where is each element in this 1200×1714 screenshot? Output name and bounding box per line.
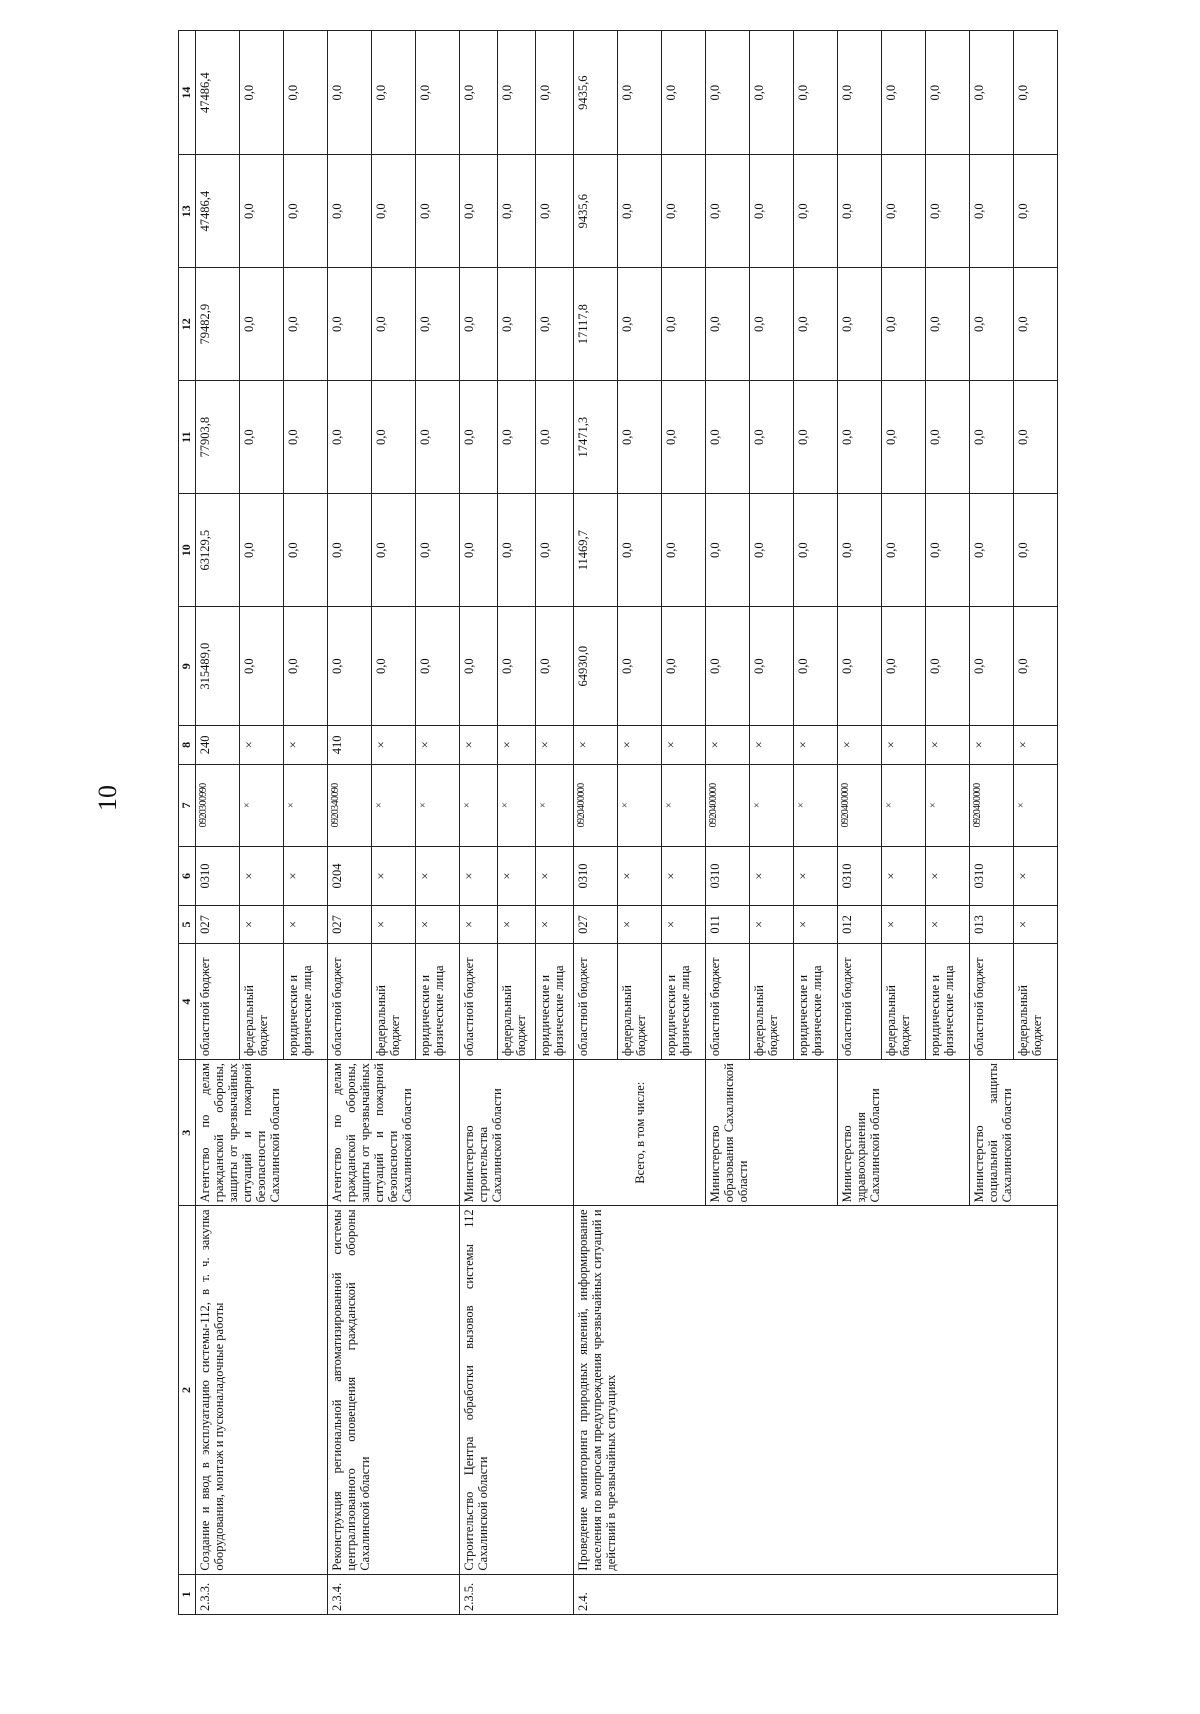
amount-col-10: 0,0 bbox=[662, 494, 706, 607]
amount-col-10: 0,0 bbox=[460, 494, 498, 607]
code-gryadministrator: × bbox=[618, 905, 662, 943]
amount-col-14: 0,0 bbox=[328, 31, 372, 155]
column-header-5: 5 bbox=[179, 905, 196, 943]
column-header-9: 9 bbox=[179, 607, 196, 726]
rotated-sheet bbox=[178, 30, 1054, 1615]
executor: Агентство по делам гражданской обороны, защиты от чрезвычайных ситуаций и пожарной безопасности Сахалинской области bbox=[328, 1060, 460, 1206]
amount-col-12: 0,0 bbox=[1014, 268, 1058, 381]
funding-source: федеральный бюджет bbox=[618, 944, 662, 1060]
code-expense-type: × bbox=[662, 726, 706, 764]
code-section: × bbox=[416, 847, 460, 906]
code-gryadministrator: 012 bbox=[838, 905, 882, 943]
funding-source: областной бюджет bbox=[574, 944, 618, 1060]
amount-col-10: 0,0 bbox=[240, 494, 284, 607]
amount-col-9: 0,0 bbox=[498, 607, 536, 726]
code-section: × bbox=[662, 847, 706, 906]
amount-col-14: 0,0 bbox=[240, 31, 284, 155]
column-header-8: 8 bbox=[179, 726, 196, 764]
amount-col-10: 0,0 bbox=[1014, 494, 1058, 607]
amount-col-9: 315489,0 bbox=[196, 607, 240, 726]
column-header-7: 7 bbox=[179, 764, 196, 847]
code-section: × bbox=[618, 847, 662, 906]
header-row bbox=[179, 31, 196, 1615]
amount-col-9: 0,0 bbox=[460, 607, 498, 726]
amount-col-10: 63129,5 bbox=[196, 494, 240, 607]
amount-col-13: 0,0 bbox=[1014, 155, 1058, 268]
code-expense-type: × bbox=[416, 726, 460, 764]
amount-col-12: 79482,9 bbox=[196, 268, 240, 381]
amount-col-10: 0,0 bbox=[498, 494, 536, 607]
amount-col-14: 47486,4 bbox=[196, 31, 240, 155]
amount-col-12: 0,0 bbox=[618, 268, 662, 381]
code-expense-type: × bbox=[284, 726, 328, 764]
code-expense-type: × bbox=[574, 726, 618, 764]
amount-col-11: 77903,8 bbox=[196, 381, 240, 494]
amount-col-9: 0,0 bbox=[794, 607, 838, 726]
code-expense-type: × bbox=[970, 726, 1014, 764]
amount-col-14: 0,0 bbox=[372, 31, 416, 155]
amount-col-11: 0,0 bbox=[618, 381, 662, 494]
funding-source: федеральный бюджет bbox=[1014, 944, 1058, 1060]
funding-source: федеральный бюджет bbox=[882, 944, 926, 1060]
amount-col-11: 0,0 bbox=[794, 381, 838, 494]
code-target: × bbox=[416, 764, 460, 847]
column-header-2: 2 bbox=[179, 1206, 196, 1574]
funding-source: федеральный бюджет bbox=[240, 944, 284, 1060]
amount-col-10: 0,0 bbox=[970, 494, 1014, 607]
amount-col-13: 0,0 bbox=[794, 155, 838, 268]
amount-col-13: 0,0 bbox=[498, 155, 536, 268]
code-target: 0920400000 bbox=[970, 764, 1014, 847]
amount-col-14: 0,0 bbox=[882, 31, 926, 155]
code-section: × bbox=[750, 847, 794, 906]
amount-col-9: 0,0 bbox=[750, 607, 794, 726]
amount-col-14: 0,0 bbox=[416, 31, 460, 155]
amount-col-12: 0,0 bbox=[372, 268, 416, 381]
funding-source: областной бюджет bbox=[460, 944, 498, 1060]
amount-col-13: 0,0 bbox=[706, 155, 750, 268]
amount-col-12: 17117,8 bbox=[574, 268, 618, 381]
amount-col-11: 0,0 bbox=[460, 381, 498, 494]
code-gryadministrator: × bbox=[284, 905, 328, 943]
code-section: 0310 bbox=[706, 847, 750, 906]
amount-col-11: 0,0 bbox=[498, 381, 536, 494]
code-gryadministrator: × bbox=[536, 905, 574, 943]
amount-col-13: 0,0 bbox=[460, 155, 498, 268]
item-name: Создание и ввод в эксплуатацию системы-112, в т. ч. закупка оборудования, монтаж и пусконаладочные работы bbox=[196, 1206, 328, 1574]
table-row bbox=[328, 31, 372, 1615]
amount-col-10: 0,0 bbox=[750, 494, 794, 607]
code-section: × bbox=[240, 847, 284, 906]
code-target: 0920400000 bbox=[838, 764, 882, 847]
amount-col-13: 0,0 bbox=[926, 155, 970, 268]
code-gryadministrator: × bbox=[372, 905, 416, 943]
code-target: × bbox=[536, 764, 574, 847]
code-expense-type: × bbox=[536, 726, 574, 764]
amount-col-13: 0,0 bbox=[882, 155, 926, 268]
code-expense-type: × bbox=[498, 726, 536, 764]
amount-col-12: 0,0 bbox=[882, 268, 926, 381]
amount-col-11: 0,0 bbox=[926, 381, 970, 494]
code-section: × bbox=[284, 847, 328, 906]
code-target: × bbox=[926, 764, 970, 847]
code-expense-type: 410 bbox=[328, 726, 372, 764]
amount-col-10: 0,0 bbox=[618, 494, 662, 607]
code-expense-type: × bbox=[240, 726, 284, 764]
table-body bbox=[196, 31, 1058, 1615]
amount-col-12: 0,0 bbox=[794, 268, 838, 381]
amount-col-11: 0,0 bbox=[970, 381, 1014, 494]
amount-col-9: 0,0 bbox=[926, 607, 970, 726]
code-target: × bbox=[662, 764, 706, 847]
code-target: × bbox=[284, 764, 328, 847]
amount-col-14: 0,0 bbox=[284, 31, 328, 155]
code-target: × bbox=[1014, 764, 1058, 847]
code-section: 0310 bbox=[574, 847, 618, 906]
code-gryadministrator: × bbox=[416, 905, 460, 943]
amount-col-13: 0,0 bbox=[970, 155, 1014, 268]
code-expense-type: × bbox=[1014, 726, 1058, 764]
code-expense-type: × bbox=[838, 726, 882, 764]
amount-col-13: 0,0 bbox=[240, 155, 284, 268]
executor: Министерство образования Сахалинской области bbox=[706, 1060, 838, 1206]
funding-source: областной бюджет bbox=[328, 944, 372, 1060]
code-section: × bbox=[794, 847, 838, 906]
amount-col-12: 0,0 bbox=[706, 268, 750, 381]
column-header-1: 1 bbox=[179, 1574, 196, 1614]
amount-col-13: 47486,4 bbox=[196, 155, 240, 268]
amount-col-9: 0,0 bbox=[706, 607, 750, 726]
amount-col-12: 0,0 bbox=[662, 268, 706, 381]
code-gryadministrator: × bbox=[498, 905, 536, 943]
item-number: 2.3.5. bbox=[460, 1574, 574, 1614]
column-header-3: 3 bbox=[179, 1060, 196, 1206]
amount-col-13: 0,0 bbox=[284, 155, 328, 268]
code-section: × bbox=[882, 847, 926, 906]
code-gryadministrator: × bbox=[882, 905, 926, 943]
code-expense-type: × bbox=[460, 726, 498, 764]
funding-source: юридические и физические лица bbox=[794, 944, 838, 1060]
amount-col-9: 0,0 bbox=[240, 607, 284, 726]
code-target: × bbox=[240, 764, 284, 847]
code-section: 0310 bbox=[838, 847, 882, 906]
amount-col-11: 0,0 bbox=[882, 381, 926, 494]
code-section: 0310 bbox=[970, 847, 1014, 906]
code-section: × bbox=[1014, 847, 1058, 906]
amount-col-9: 0,0 bbox=[284, 607, 328, 726]
amount-col-9: 0,0 bbox=[662, 607, 706, 726]
funding-source: юридические и физические лица bbox=[536, 944, 574, 1060]
amount-col-10: 0,0 bbox=[706, 494, 750, 607]
code-gryadministrator: 027 bbox=[574, 905, 618, 943]
funding-source: юридические и физические лица bbox=[926, 944, 970, 1060]
amount-col-9: 0,0 bbox=[328, 607, 372, 726]
amount-col-14: 0,0 bbox=[1014, 31, 1058, 155]
code-expense-type: 240 bbox=[196, 726, 240, 764]
funding-source: юридические и физические лица bbox=[416, 944, 460, 1060]
executor: Министерство здравоохранения Сахалинской области bbox=[838, 1060, 970, 1206]
amount-col-10: 0,0 bbox=[794, 494, 838, 607]
amount-col-14: 0,0 bbox=[662, 31, 706, 155]
amount-col-12: 0,0 bbox=[460, 268, 498, 381]
item-name: Строительство Центра обработки вызовов системы 112 Сахалинской области bbox=[460, 1206, 574, 1574]
amount-col-13: 0,0 bbox=[328, 155, 372, 268]
code-gryadministrator: 011 bbox=[706, 905, 750, 943]
funding-source: областной бюджет bbox=[706, 944, 750, 1060]
amount-col-14: 0,0 bbox=[498, 31, 536, 155]
amount-col-9: 0,0 bbox=[882, 607, 926, 726]
code-expense-type: × bbox=[372, 726, 416, 764]
column-header-14: 14 bbox=[179, 31, 196, 155]
amount-col-9: 0,0 bbox=[536, 607, 574, 726]
amount-col-10: 0,0 bbox=[328, 494, 372, 607]
column-header-13: 13 bbox=[179, 155, 196, 268]
column-header-4: 4 bbox=[179, 944, 196, 1060]
amount-col-14: 0,0 bbox=[970, 31, 1014, 155]
amount-col-12: 0,0 bbox=[750, 268, 794, 381]
amount-col-10: 0,0 bbox=[416, 494, 460, 607]
funding-source: юридические и физические лица bbox=[284, 944, 328, 1060]
amount-col-12: 0,0 bbox=[240, 268, 284, 381]
executor: Всего, в том числе: bbox=[574, 1060, 706, 1206]
page-number: 10 bbox=[93, 785, 122, 811]
code-section: × bbox=[498, 847, 536, 906]
code-gryadministrator: × bbox=[460, 905, 498, 943]
amount-col-13: 0,0 bbox=[536, 155, 574, 268]
amount-col-14: 9435,6 bbox=[574, 31, 618, 155]
amount-col-11: 0,0 bbox=[328, 381, 372, 494]
code-target: 0920300990 bbox=[196, 764, 240, 847]
code-target: 0920340090 bbox=[328, 764, 372, 847]
amount-col-11: 0,0 bbox=[284, 381, 328, 494]
code-section: × bbox=[926, 847, 970, 906]
amount-col-11: 0,0 bbox=[240, 381, 284, 494]
amount-col-9: 0,0 bbox=[372, 607, 416, 726]
amount-col-14: 0,0 bbox=[926, 31, 970, 155]
code-gryadministrator: × bbox=[1014, 905, 1058, 943]
code-expense-type: × bbox=[618, 726, 662, 764]
amount-col-11: 0,0 bbox=[838, 381, 882, 494]
amount-col-9: 0,0 bbox=[970, 607, 1014, 726]
code-gryadministrator: × bbox=[240, 905, 284, 943]
item-number: 2.4. bbox=[574, 1574, 1058, 1614]
amount-col-9: 0,0 bbox=[838, 607, 882, 726]
funding-source: областной бюджет bbox=[970, 944, 1014, 1060]
amount-col-9: 64930,0 bbox=[574, 607, 618, 726]
code-section: × bbox=[460, 847, 498, 906]
funding-source: юридические и физические лица bbox=[662, 944, 706, 1060]
code-target: 0920400000 bbox=[706, 764, 750, 847]
code-target: 0920400000 bbox=[574, 764, 618, 847]
amount-col-12: 0,0 bbox=[284, 268, 328, 381]
funding-source: федеральный бюджет bbox=[372, 944, 416, 1060]
code-gryadministrator: 027 bbox=[196, 905, 240, 943]
amount-col-11: 0,0 bbox=[750, 381, 794, 494]
code-expense-type: × bbox=[750, 726, 794, 764]
amount-col-12: 0,0 bbox=[328, 268, 372, 381]
table-row bbox=[574, 31, 618, 1615]
code-section: 0310 bbox=[196, 847, 240, 906]
amount-col-9: 0,0 bbox=[618, 607, 662, 726]
code-gryadministrator: × bbox=[662, 905, 706, 943]
amount-col-13: 0,0 bbox=[750, 155, 794, 268]
code-gryadministrator: × bbox=[926, 905, 970, 943]
amount-col-11: 0,0 bbox=[1014, 381, 1058, 494]
table-row bbox=[196, 31, 240, 1615]
amount-col-11: 17471,3 bbox=[574, 381, 618, 494]
amount-col-10: 0,0 bbox=[536, 494, 574, 607]
amount-col-11: 0,0 bbox=[372, 381, 416, 494]
amount-col-13: 9435,6 bbox=[574, 155, 618, 268]
code-target: × bbox=[882, 764, 926, 847]
code-gryadministrator: 027 bbox=[328, 905, 372, 943]
amount-col-13: 0,0 bbox=[838, 155, 882, 268]
amount-col-10: 0,0 bbox=[926, 494, 970, 607]
funding-source: областной бюджет bbox=[838, 944, 882, 1060]
budget-table bbox=[178, 30, 1058, 1615]
table-row bbox=[460, 31, 498, 1615]
code-target: × bbox=[750, 764, 794, 847]
column-header-6: 6 bbox=[179, 847, 196, 906]
amount-col-14: 0,0 bbox=[706, 31, 750, 155]
item-number: 2.3.3. bbox=[196, 1574, 328, 1614]
amount-col-12: 0,0 bbox=[416, 268, 460, 381]
code-target: × bbox=[498, 764, 536, 847]
code-expense-type: × bbox=[794, 726, 838, 764]
code-section: × bbox=[372, 847, 416, 906]
amount-col-13: 0,0 bbox=[372, 155, 416, 268]
amount-col-12: 0,0 bbox=[498, 268, 536, 381]
amount-col-12: 0,0 bbox=[536, 268, 574, 381]
code-target: × bbox=[372, 764, 416, 847]
code-target: × bbox=[794, 764, 838, 847]
code-target: × bbox=[460, 764, 498, 847]
amount-col-10: 11469,7 bbox=[574, 494, 618, 607]
code-section: 0204 bbox=[328, 847, 372, 906]
column-header-11: 11 bbox=[179, 381, 196, 494]
amount-col-9: 0,0 bbox=[416, 607, 460, 726]
amount-col-14: 0,0 bbox=[750, 31, 794, 155]
code-target: × bbox=[618, 764, 662, 847]
code-expense-type: × bbox=[706, 726, 750, 764]
funding-source: федеральный бюджет bbox=[750, 944, 794, 1060]
code-expense-type: × bbox=[882, 726, 926, 764]
executor: Министерство строительства Сахалинской области bbox=[460, 1060, 574, 1206]
amount-col-14: 0,0 bbox=[460, 31, 498, 155]
amount-col-11: 0,0 bbox=[536, 381, 574, 494]
amount-col-10: 0,0 bbox=[284, 494, 328, 607]
amount-col-11: 0,0 bbox=[416, 381, 460, 494]
code-gryadministrator: 013 bbox=[970, 905, 1014, 943]
amount-col-10: 0,0 bbox=[372, 494, 416, 607]
code-section: × bbox=[536, 847, 574, 906]
amount-col-13: 0,0 bbox=[416, 155, 460, 268]
amount-col-11: 0,0 bbox=[662, 381, 706, 494]
amount-col-11: 0,0 bbox=[706, 381, 750, 494]
executor: Министерство социальной защиты Сахалинской области bbox=[970, 1060, 1058, 1206]
amount-col-14: 0,0 bbox=[838, 31, 882, 155]
funding-source: федеральный бюджет bbox=[498, 944, 536, 1060]
column-header-10: 10 bbox=[179, 494, 196, 607]
executor: Агентство по делам гражданской обороны, защиты от чрезвычайных ситуаций и пожарной безопасности Сахалинской области bbox=[196, 1060, 328, 1206]
amount-col-14: 0,0 bbox=[794, 31, 838, 155]
item-name: Реконструкция региональной автоматизированной системы централизованного оповещения гражданской обороны Сахалинской области bbox=[328, 1206, 460, 1574]
code-gryadministrator: × bbox=[750, 905, 794, 943]
amount-col-12: 0,0 bbox=[838, 268, 882, 381]
code-gryadministrator: × bbox=[794, 905, 838, 943]
amount-col-14: 0,0 bbox=[536, 31, 574, 155]
amount-col-13: 0,0 bbox=[662, 155, 706, 268]
item-name: Проведение мониторинга природных явлений, информирование населения по вопросам предупреждения чрезвычайных ситуаций и действий в чрезвычайных ситуациях bbox=[574, 1206, 1058, 1574]
amount-col-12: 0,0 bbox=[926, 268, 970, 381]
amount-col-10: 0,0 bbox=[838, 494, 882, 607]
amount-col-9: 0,0 bbox=[1014, 607, 1058, 726]
amount-col-12: 0,0 bbox=[970, 268, 1014, 381]
amount-col-13: 0,0 bbox=[618, 155, 662, 268]
amount-col-10: 0,0 bbox=[882, 494, 926, 607]
funding-source: областной бюджет bbox=[196, 944, 240, 1060]
amount-col-14: 0,0 bbox=[618, 31, 662, 155]
item-number: 2.3.4. bbox=[328, 1574, 460, 1614]
column-header-12: 12 bbox=[179, 268, 196, 381]
code-expense-type: × bbox=[926, 726, 970, 764]
